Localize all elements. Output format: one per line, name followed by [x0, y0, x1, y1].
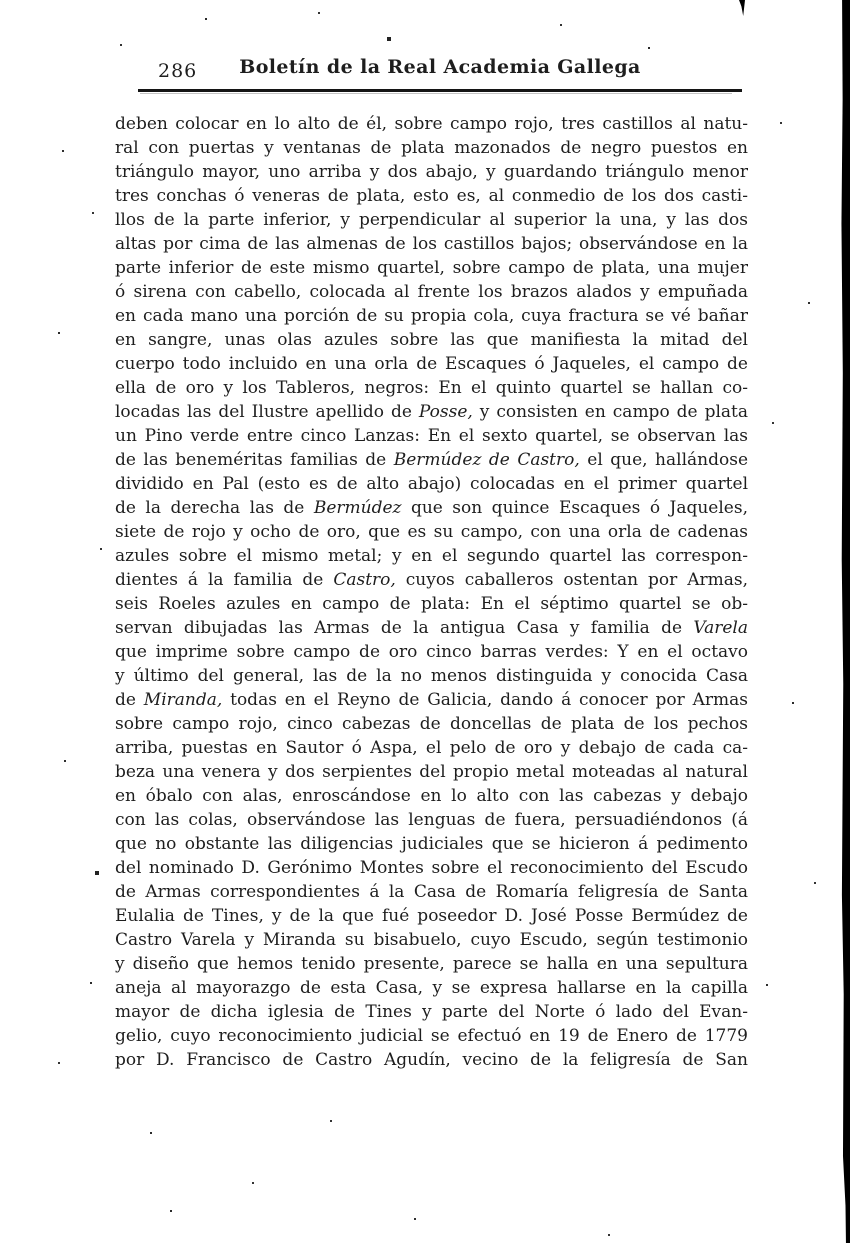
text-line: dividido en Pal (esto es de alto abajo) colocadas en el primer quartel [115, 474, 748, 494]
text-line: azules sobre el mismo metal; y en el segundo quartel las correspon- [115, 546, 748, 566]
text-line: ella de oro y los Tableros, negros: En el quinto quartel se hallan co- [115, 378, 748, 398]
text-line: del nominado D. Gerónimo Montes sobre el reconocimiento del Escudo [115, 858, 748, 878]
text-line: y diseño que hemos tenido presente, parece se halla en una sepultura [115, 954, 748, 974]
text-line: en óbalo con alas, enroscándose en lo alto con las cabezas y debajo [115, 786, 748, 806]
scan-edge-artifact [841, 0, 850, 1243]
text-line: por D. Francisco de Castro Agudín, vecino de la feligresía de San [115, 1050, 748, 1070]
text-line: en cada mano una porción de su propia cola, cuya fractura se vé bañar [115, 306, 748, 326]
text-line: que imprime sobre campo de oro cinco barras verdes: Y en el octavo [115, 642, 748, 662]
text-line: triángulo mayor, uno arriba y dos abajo, y guardando triángulo menor [115, 162, 748, 182]
text-line: de las beneméritas familias de Bermúdez de Castro, el que, hallándose [115, 450, 748, 470]
text-line: ó sirena con cabello, colocada al frente los brazos alados y empuñada [115, 282, 748, 302]
text-line: siete de rojo y ocho de oro, que es su campo, con una orla de cadenas [115, 522, 748, 542]
header-rule [138, 89, 742, 92]
text-line: un Pino verde entre cinco Lanzas: En el sexto quartel, se observan las [115, 426, 748, 446]
text-line: Castro Varela y Miranda su bisabuelo, cuyo Escudo, según testimonio [115, 930, 748, 950]
text-line: sobre campo rojo, cinco cabezas de doncellas de plata de los pechos [115, 714, 748, 734]
text-line: altas por cima de las almenas de los castillos bajos; observándose en la [115, 234, 748, 254]
text-line: llos de la parte inferior, y perpendicular al superior la una, y las dos [115, 210, 748, 230]
text-line: y último del general, las de la no menos distinguida y conocida Casa [115, 666, 748, 686]
body-text [115, 112, 748, 1072]
text-line: de Armas correspondientes á la Casa de Romaría feligresía de Santa [115, 882, 748, 902]
text-line: que no obstante las diligencias judiciales que se hicieron á pedimento [115, 834, 748, 854]
text-line: parte inferior de este mismo quartel, sobre campo de plata, una mujer [115, 258, 748, 278]
text-line: dientes á la familia de Castro, cuyos caballeros ostentan por Armas, [115, 570, 748, 590]
text-line: arriba, puestas en Sautor ó Aspa, el pelo de oro y debajo de cada ca- [115, 738, 748, 758]
text-line: cuerpo todo incluido en una orla de Escaques ó Jaqueles, el campo de [115, 354, 748, 374]
text-line: en sangre, unas olas azules sobre las que manifiesta la mitad del [115, 330, 748, 350]
text-line: seis Roeles azules en campo de plata: En el séptimo quartel se ob- [115, 594, 748, 614]
text-line: ral con puertas y ventanas de plata mazonados de negro puestos en [115, 138, 748, 158]
running-title: Boletín de la Real Academia Gallega [239, 56, 641, 78]
text-line: de la derecha las de Bermúdez que son quince Escaques ó Jaqueles, [115, 498, 748, 518]
text-line: con las colas, observándose las lenguas de fuera, persuadiéndonos (á [115, 810, 748, 830]
text-line: aneja al mayorazgo de esta Casa, y se expresa hallarse en la capilla [115, 978, 748, 998]
text-line: mayor de dicha iglesia de Tines y parte del Norte ó lado del Evan- [115, 1002, 748, 1022]
scan-mark-artifact [736, 0, 748, 16]
text-line: de Miranda, todas en el Reyno de Galicia, dando á conocer por Armas [115, 690, 748, 710]
text-line: locadas las del Ilustre apellido de Posse, y consisten en campo de plata [115, 402, 748, 422]
text-line: beza una venera y dos serpientes del propio metal moteadas al natural [115, 762, 748, 782]
text-line: Eulalia de Tines, y de la que fué poseedor D. José Posse Bermúdez de [115, 906, 748, 926]
text-line: deben colocar en lo alto de él, sobre campo rojo, tres castillos al natu- [115, 114, 748, 134]
text-line: servan dibujadas las Armas de la antigua Casa y familia de Varela [115, 618, 748, 638]
page-header [138, 56, 742, 88]
scan-noise-specks [0, 0, 2, 2]
text-line: tres conchas ó veneras de plata, esto es, al conmedio de los dos casti- [115, 186, 748, 206]
text-line: gelio, cuyo reconocimiento judicial se efectuó en 19 de Enero de 1779 [115, 1026, 748, 1046]
page-number: 286 [158, 60, 198, 82]
